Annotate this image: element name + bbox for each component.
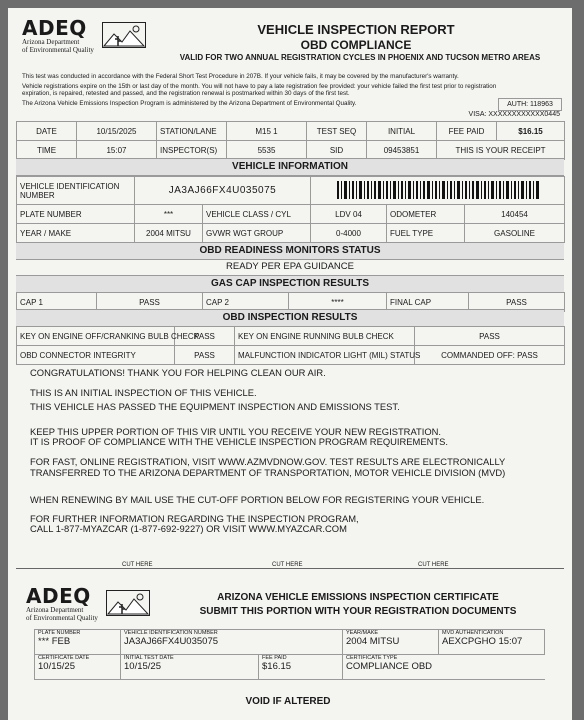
messages-block: [30, 368, 560, 535]
cert-auth-cell: [439, 630, 545, 655]
obd-readiness-status: READY PER EPA GUIDANCE: [226, 261, 354, 272]
cap1-value: PASS: [97, 293, 203, 312]
cut-here-1: CUT HERE: [122, 562, 153, 568]
cert-logo-word: ADEQ: [26, 584, 91, 608]
fuel-type-label: FUEL TYPE: [387, 224, 465, 243]
vehicle-info-table: [16, 176, 565, 243]
auth-code: AUTH: 118963: [498, 98, 562, 111]
date-value: 10/15/2025: [77, 122, 157, 141]
koer-value: PASS: [415, 327, 565, 346]
message-keep: KEEP THIS UPPER PORTION OF THIS VIR UNTIL YOU RECEIVE YOUR NEW REGISTRATION.: [30, 425, 442, 437]
plate-label: PLATE NUMBER: [17, 205, 135, 224]
cert-logo-subtitle-1: Arizona Department: [26, 606, 84, 614]
obd-readiness-header: OBD READINESS MONITORS STATUS: [16, 242, 564, 260]
vin-barcode: [311, 177, 565, 205]
logo-subtitle-2: of Environmental Quality: [22, 46, 94, 54]
logo-word: ADEQ: [22, 16, 87, 40]
time-label: TIME: [17, 141, 77, 160]
fuel-type-value: GASOLINE: [465, 224, 565, 243]
mil-value: COMMANDED OFF: PASS: [415, 346, 565, 365]
cert-initial-date-value: 10/15/25: [124, 661, 161, 672]
inspection-report-paper: [8, 8, 572, 720]
cut-here-3: CUT HERE: [418, 562, 449, 568]
cert-year-value: 2004 MITSU: [346, 636, 400, 647]
cut-line: [16, 568, 564, 569]
cert-date-value: 10/15/25: [38, 661, 75, 672]
station-label: STATION/LANE: [157, 122, 227, 141]
cut-here-2: CUT HERE: [272, 562, 303, 568]
vin-label: VEHICLE IDENTIFICATION NUMBER: [17, 177, 135, 205]
cert-type-cell: [343, 655, 545, 680]
certificate-subtitle: SUBMIT THIS PORTION WITH YOUR REGISTRATION DOCUMENTS: [199, 606, 517, 617]
message-call: CALL 1-877-MYAZCAR (1-877-692-9227) OR VISIT WWW.MYAZCAR.COM: [30, 523, 347, 535]
message-initial: THIS IS AN INITIAL INSPECTION OF THIS VEHICLE.: [30, 386, 257, 398]
message-passed: THIS VEHICLE HAS PASSED THE EQUIPMENT INSPECTION AND EMISSIONS TEST.: [30, 401, 400, 413]
odometer-value: 140454: [465, 205, 565, 224]
gvwr-label: GVWR WGT GROUP: [203, 224, 311, 243]
fine-print-3: The Arizona Vehicle Emissions Inspection Program is administered by the Arizona Department of Environmental Quality.: [22, 100, 357, 107]
cert-vin-cell: [121, 630, 343, 655]
cert-vin-label: VEHICLE IDENTIFICATION NUMBER: [124, 630, 218, 636]
station-value: M15 1: [227, 122, 307, 141]
adeq-logo: [22, 18, 150, 62]
koeo-label: KEY ON ENGINE OFF/CRANKING BULB CHECK: [17, 327, 175, 346]
report-validity: VALID FOR TWO ANNUAL REGISTRATION CYCLES IN PHOENIX AND TUCSON METRO AREAS: [179, 53, 541, 62]
cert-auth-label: MVD AUTHENTICATION: [442, 630, 504, 636]
barcode-icon: [335, 180, 541, 200]
koer-label: KEY ON ENGINE RUNNING BULB CHECK: [235, 327, 415, 346]
cap2-value: ****: [289, 293, 387, 312]
fee-label: FEE PAID: [437, 122, 497, 141]
gvwr-value: 0-4000: [311, 224, 387, 243]
year-make-label: YEAR / MAKE: [17, 224, 135, 243]
inspector-value: 5535: [227, 141, 307, 160]
cert-logo-subtitle-2: of Environmental Quality: [26, 614, 98, 622]
certificate-adeq-logo: [26, 586, 154, 630]
cert-type-label: CERTIFICATE TYPE: [346, 655, 398, 661]
report-subtitle: OBD COMPLIANCE: [300, 38, 412, 52]
vehicle-class-label: VEHICLE CLASS / CYL: [203, 205, 311, 224]
message-congrats: CONGRATULATIONS! THANK YOU FOR HELPING CLEAN OUR AIR.: [30, 367, 326, 378]
fine-print-1: This test was conducted in accordance with the Federal Short Test Procedure in 207B. If your vehicle fails, it may be covered by the manufacturer's warranty.: [22, 73, 459, 80]
cert-plate-label: PLATE NUMBER: [38, 630, 81, 636]
connector-label: OBD CONNECTOR INTEGRITY: [17, 346, 175, 365]
cert-initial-date-cell: [121, 655, 259, 680]
fee-value: $16.15: [497, 122, 565, 141]
year-make-value: 2004 MITSU: [135, 224, 203, 243]
message-online: FOR FAST, ONLINE REGISTRATION, VISIT WWW.AZMVDNOW.GOV. TEST RESULTS ARE ELECTRONICALLY: [30, 455, 506, 467]
gas-cap-header: GAS CAP INSPECTION RESULTS: [16, 275, 564, 293]
cap1-label: CAP 1: [17, 293, 97, 312]
message-transfer: TRANSFERRED TO THE ARIZONA DEPARTMENT OF TRANSPORTATION, MOTOR VEHICLE DIVISION (MVD): [30, 466, 506, 478]
obd-results-header: OBD INSPECTION RESULTS: [16, 309, 564, 327]
obd-results-table: [16, 326, 565, 365]
cert-date-cell: [35, 655, 121, 680]
visa-number: VISA: XXXXXXXXXXXX0445: [468, 111, 560, 118]
plate-value: ***: [135, 205, 203, 224]
cert-vin-value: JA3AJ66FX4U035075: [124, 636, 219, 647]
mil-label: MALFUNCTION INDICATOR LIGHT (MIL) STATUS: [235, 346, 415, 365]
certificate-table: [34, 629, 545, 680]
vehicle-info-header: VEHICLE INFORMATION: [16, 158, 564, 176]
arizona-scene-icon: [102, 22, 146, 48]
vin-value: JA3AJ66FX4U035075: [135, 177, 311, 205]
message-mail: WHEN RENEWING BY MAIL USE THE CUT-OFF PORTION BELOW FOR REGISTERING YOUR VEHICLE.: [30, 494, 485, 506]
odometer-label: ODOMETER: [387, 205, 465, 224]
cert-date-label: CERTIFICATE DATE: [38, 655, 90, 661]
certificate-title: ARIZONA VEHICLE EMISSIONS INSPECTION CERTIFICATE: [217, 592, 499, 603]
cert-fee-cell: [259, 655, 343, 680]
test-info-table: [16, 121, 565, 160]
logo-subtitle-1: Arizona Department: [22, 38, 80, 46]
sid-label: SID: [307, 141, 367, 160]
cert-arizona-scene-icon: [106, 590, 150, 616]
fine-print: [22, 73, 502, 107]
date-label: DATE: [17, 122, 77, 141]
final-cap-value: PASS: [469, 293, 565, 312]
vehicle-class-value: LDV 04: [311, 205, 387, 224]
cert-fee-label: FEE PAID: [262, 655, 287, 661]
cert-plate-cell: [35, 630, 121, 655]
message-info: FOR FURTHER INFORMATION REGARDING THE INSPECTION PROGRAM,: [30, 512, 359, 524]
cert-type-value: COMPLIANCE OBD: [346, 661, 433, 672]
receipt-note: THIS IS YOUR RECEIPT: [437, 141, 565, 160]
sid-value: 09453851: [367, 141, 437, 160]
inspector-label: INSPECTOR(S): [157, 141, 227, 160]
cert-plate-value: *** FEB: [38, 636, 71, 647]
cap2-label: CAP 2: [203, 293, 289, 312]
cert-fee-value: $16.15: [262, 661, 292, 672]
fine-print-2: Vehicle registrations expire on the 15th or last day of the month. You will not have to pay a late registration fee provided: your vehicle failed the first test prior to registration expiration, is repaired, retested and passed, and the registration renewal is postmarked within 30 days of the first test.: [22, 83, 497, 97]
test-seq-label: TEST SEQ: [307, 122, 367, 141]
message-proof: IT IS PROOF OF COMPLIANCE WITH THE VEHICLE INSPECTION PROGRAM REQUIREMENTS.: [30, 436, 448, 448]
cert-year-cell: [343, 630, 439, 655]
test-seq-value: INITIAL: [367, 122, 437, 141]
cert-initial-date-label: INITIAL TEST DATE: [124, 655, 174, 661]
final-cap-label: FINAL CAP: [387, 293, 469, 312]
connector-value: PASS: [175, 346, 235, 365]
koeo-value: PASS: [175, 327, 235, 346]
void-if-altered: VOID IF ALTERED: [245, 696, 331, 707]
cert-auth-value: AEXCPGHO 15:07: [442, 636, 523, 647]
report-title: VEHICLE INSPECTION REPORT: [257, 22, 455, 37]
cert-year-label: YEAR/MAKE: [346, 630, 379, 636]
time-value: 15:07: [77, 141, 157, 160]
